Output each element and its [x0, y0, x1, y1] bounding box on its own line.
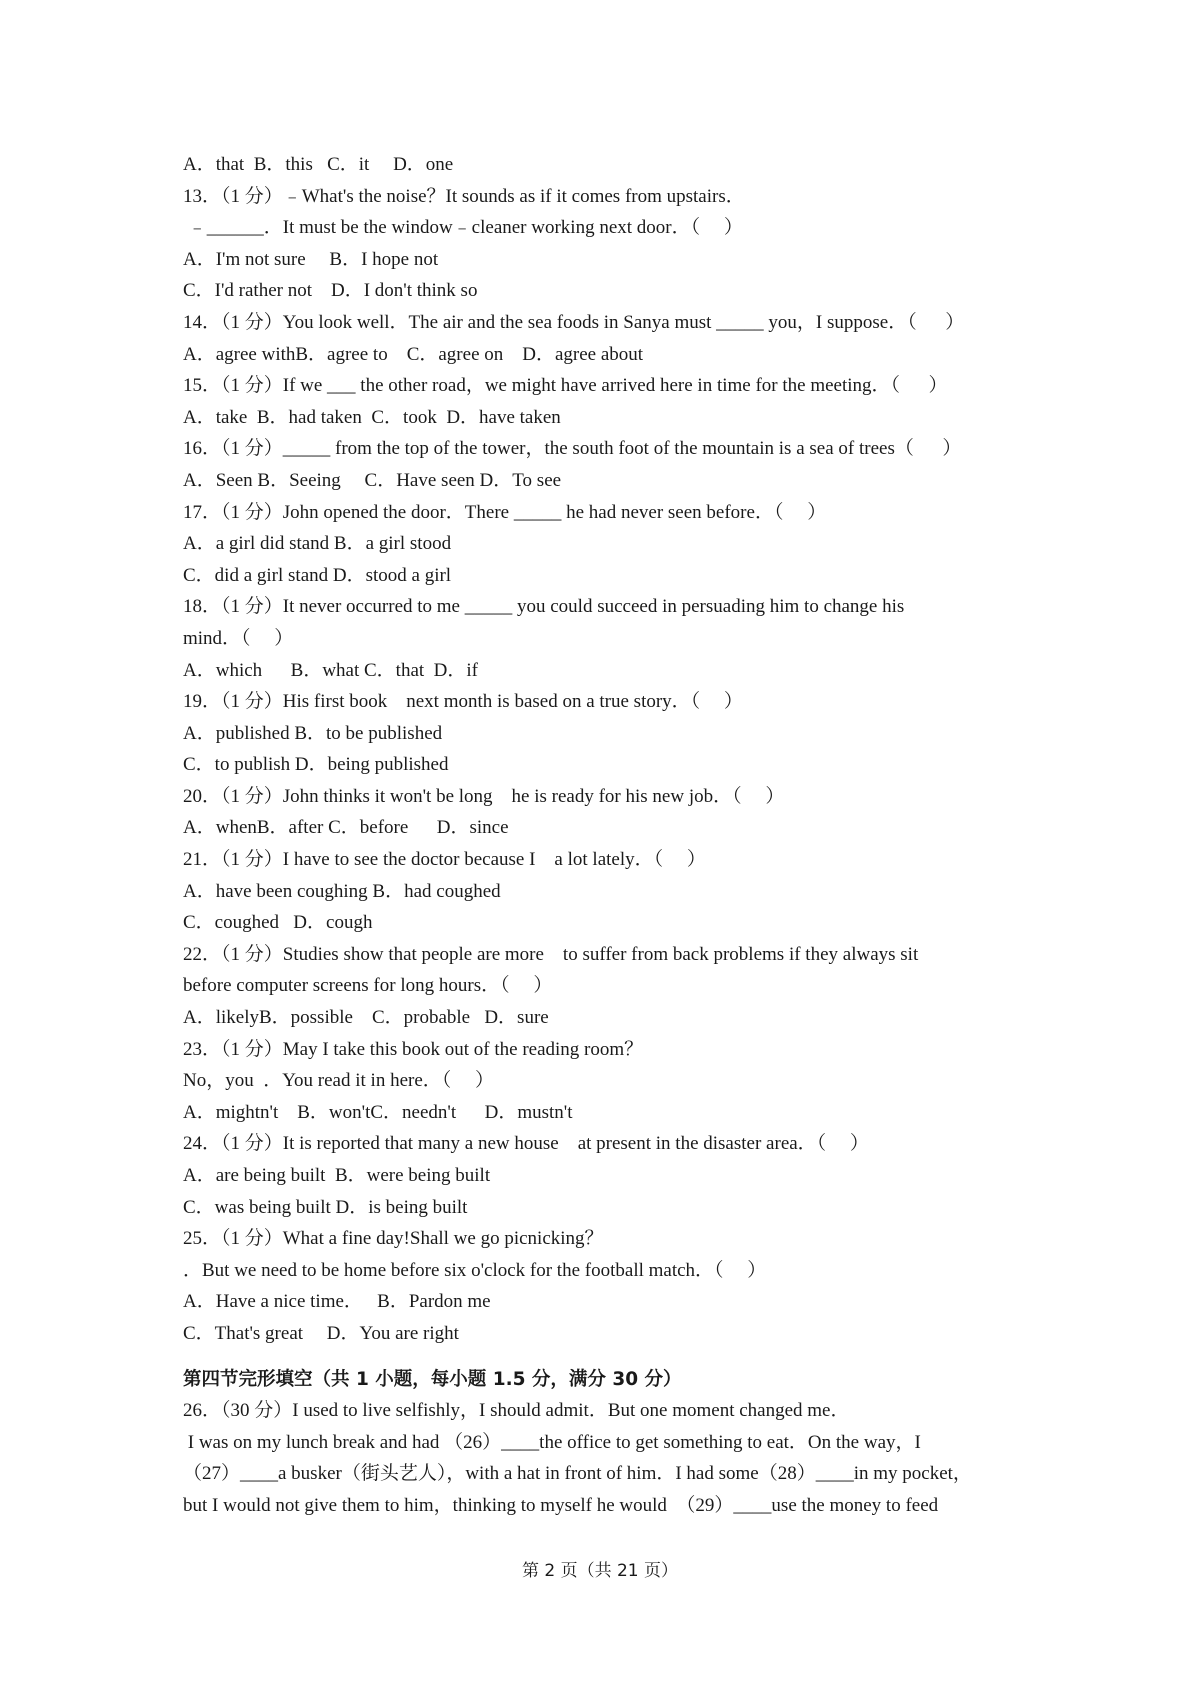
cloze-passage: [183, 1395, 1033, 1521]
text-line: 19．（1 分）His first book next month is based on a true story．（ ）: [183, 691, 743, 713]
text-line: A．have been coughing B．had coughed: [183, 880, 501, 902]
text-line: No，you ．You read it in here．（ ）: [183, 1070, 495, 1092]
text-line: 13．（1 分）﹣What's the noise？It sounds as if it comes from upstairs．: [183, 185, 745, 207]
text-line: A．agree withB．agree to C．agree on D．agree about: [183, 343, 644, 365]
text-line: A．I'm not sure B．I hope not: [183, 248, 439, 270]
text-line: before computer screens for long hours．（ ）: [183, 975, 553, 997]
text-line: C．I'd rather not D．I don't think so: [183, 280, 478, 302]
section-title: 第四节完形填空（共 1 小题，每小题 1.5 分，满分 30 分）: [183, 1368, 682, 1390]
question-list: [183, 149, 1033, 1350]
text-line: 18．（1 分）It never occurred to me _____ you could succeed in persuading him to change his: [183, 596, 905, 618]
text-line: C．was being built D．is being built: [183, 1196, 468, 1218]
text-line: A．whenB．after C．before D．since: [183, 817, 509, 839]
text-line: A．Have a nice time． B．Pardon me: [183, 1291, 491, 1313]
text-line: A．a girl did stand B．a girl stood: [183, 533, 452, 555]
text-line: ﹣______．It must be the window﹣cleaner working next door．（ ）: [183, 217, 743, 239]
passage-line: but I would not give them to him，thinking to myself he would （29）____use the money to feed: [183, 1494, 939, 1516]
text-line: C．did a girl stand D．stood a girl: [183, 564, 452, 586]
text-line: 16．（1 分）_____ from the top of the tower，the south foot of the mountain is a sea of trees（ ）: [183, 438, 962, 460]
text-line: 15．（1 分）If we ___ the other road，we might have arrived here in time for the meeting．（ ）: [183, 375, 948, 397]
text-line: 22．（1 分）Studies show that people are more to suffer from back problems if they always sit: [183, 943, 919, 965]
passage-line: 26．（30 分）I used to live selfishly，I should admit．But one moment changed me．: [183, 1400, 850, 1422]
text-line: A．published B．to be published: [183, 722, 443, 744]
passage-line: （27）____a busker（街头艺人），with a hat in front of him．I had some（28）____in my pocket，: [183, 1463, 972, 1485]
text-line: A．which B．what C．that D．if: [183, 659, 479, 681]
text-line: A．likelyB．possible C．probable D．sure: [183, 1007, 549, 1029]
text-line: C．That's great D．You are right: [183, 1322, 459, 1344]
text-line: C．coughed D．cough: [183, 912, 373, 934]
text-line: mind．（ ）: [183, 627, 294, 649]
text-line: C．to publish D．being published: [183, 754, 449, 776]
text-line: A．that B．this C．it D．one: [183, 154, 454, 175]
text-line: A．Seen B．Seeing C．Have seen D．To see: [183, 469, 562, 491]
text-line: 20．（1 分）John thinks it won't be long he is ready for his new job．（ ）: [183, 785, 785, 807]
text-line: A．take B．had taken C．took D．have taken: [183, 406, 561, 428]
text-line: 23．（1 分）May I take this book out of the reading room？: [183, 1038, 644, 1060]
text-line: 24．（1 分）It is reported that many a new house at present in the disaster area．（ ）: [183, 1133, 869, 1155]
text-line: 21．（1 分）I have to see the doctor because I a lot lately．（ ）: [183, 849, 706, 871]
page-footer: 第 2 页（共 21 页）: [521, 1561, 679, 1581]
text-line: ．But we need to be home before six o'clock for the football match．（ ）: [183, 1259, 767, 1281]
text-line: 25．（1 分）What a fine day!Shall we go picnicking？: [183, 1228, 604, 1250]
passage-line: I was on my lunch break and had （26）____the office to get something to eat．On the way，I: [183, 1431, 921, 1453]
page-content: [183, 149, 1033, 1522]
text-line: A．mightn't B．won'tC．needn't D．mustn't: [183, 1101, 573, 1123]
text-line: A．are being built B．were being built: [183, 1165, 491, 1186]
text-line: 17．（1 分）John opened the door．There _____ he had never seen before．（ ）: [183, 501, 827, 523]
text-line: 14．（1 分）You look well．The air and the sea foods in Sanya must _____ you，I suppose．（ ）: [183, 311, 965, 333]
